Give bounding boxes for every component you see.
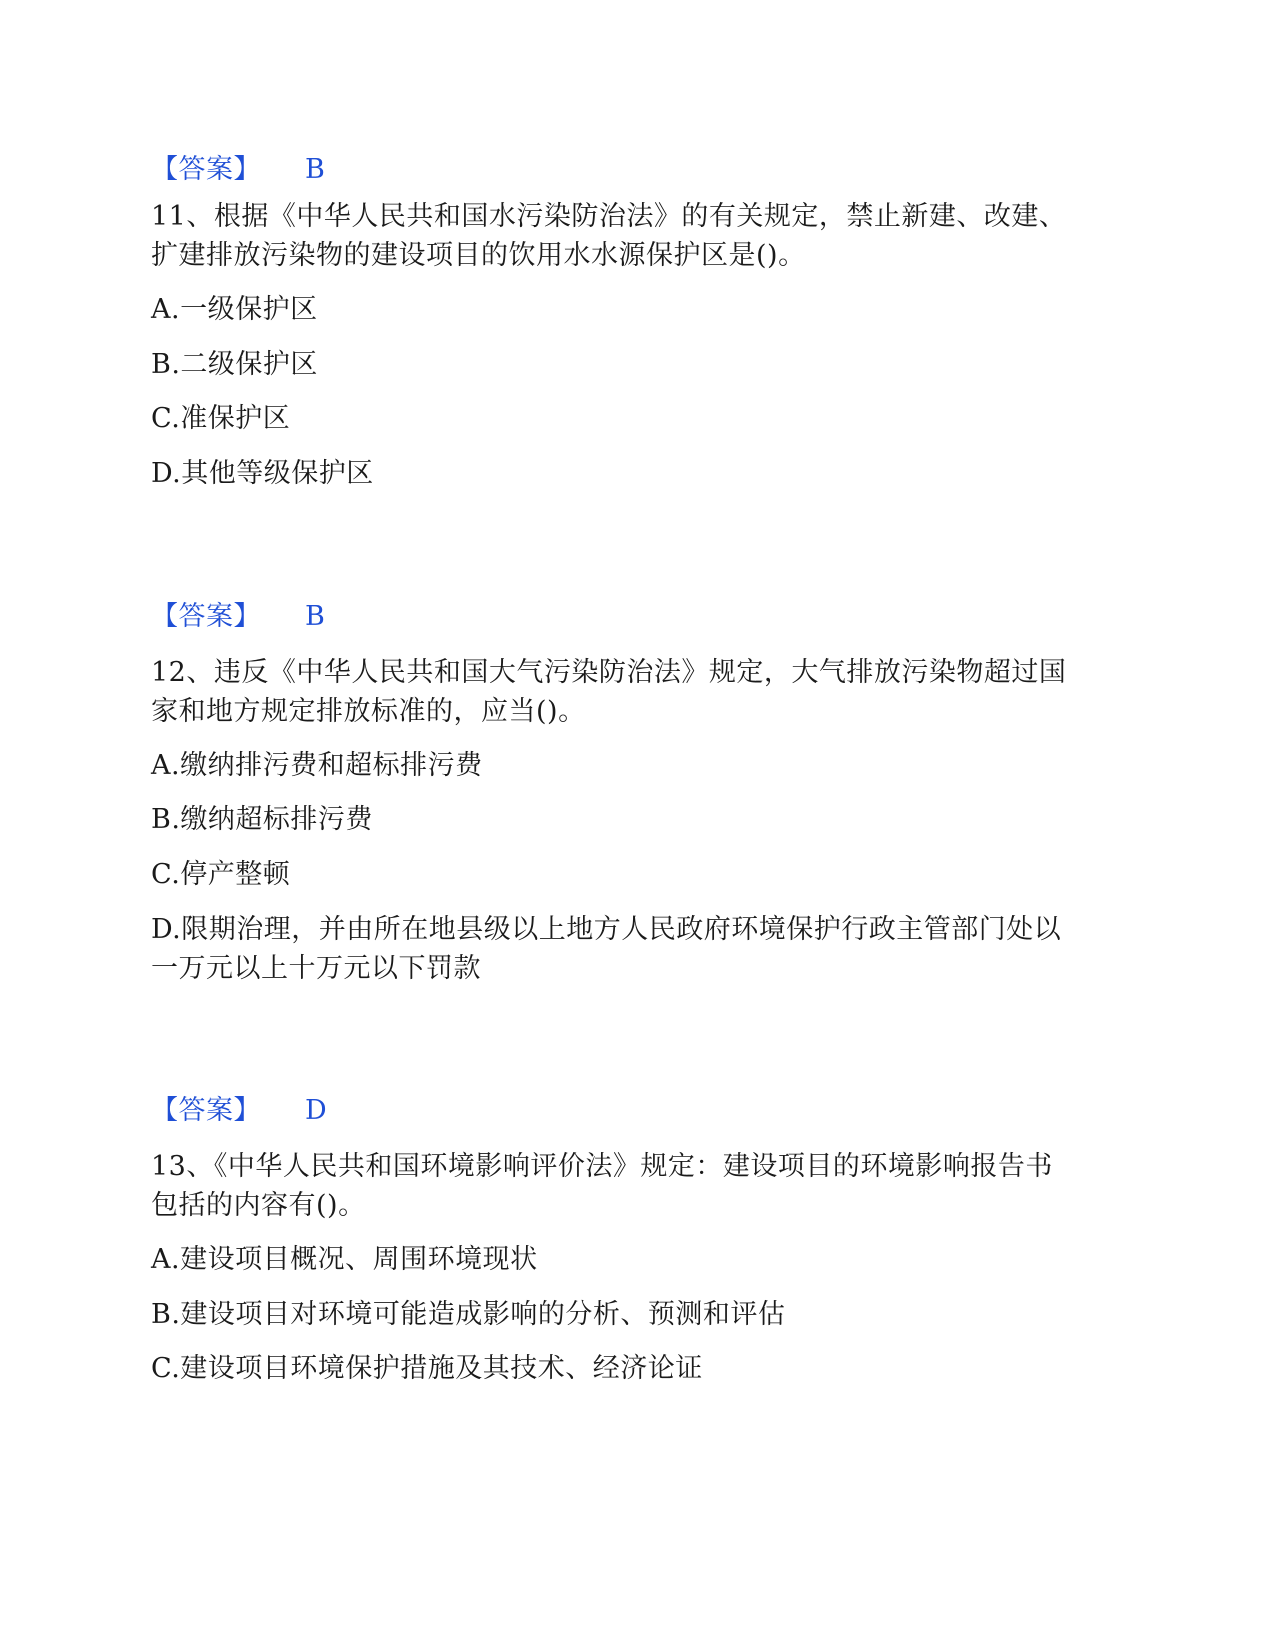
option-c: C.停产整顿 [151, 859, 291, 890]
question-12-line-2: 家和地方规定排放标准的，应当()。 [151, 696, 586, 727]
option-b: B.建设项目对环境可能造成影响的分析、预测和评估 [151, 1299, 786, 1330]
question-13-line-1: 13、《中华人民共和国环境影响评价法》规定：建设项目的环境影响报告书 [151, 1151, 1053, 1182]
question-11-line-2: 扩建排放污染物的建设项目的饮用水水源保护区是()。 [151, 240, 806, 271]
answer-label: 【答案】 [151, 601, 261, 632]
answer-line [151, 1091, 327, 1131]
option-c: C.建设项目环境保护措施及其技术、经济论证 [151, 1353, 703, 1384]
answer-value: B [305, 154, 326, 185]
option-d: D.其他等级保护区 [151, 458, 374, 489]
answer-value: D [305, 1095, 328, 1126]
option-d-line-2: 一万元以上十万元以下罚款 [151, 953, 481, 984]
answer-line [151, 597, 325, 637]
option-a: A.缴纳排污费和超标排污费 [151, 750, 483, 781]
question-13-line-2: 包括的内容有()。 [151, 1190, 366, 1221]
option-a: A.一级保护区 [151, 294, 318, 325]
option-a: A.建设项目概况、周围环境现状 [151, 1244, 538, 1275]
option-d-line-1: D.限期治理，并由所在地县级以上地方人民政府环境保护行政主管部门处以 [151, 914, 1062, 945]
answer-line [151, 150, 325, 190]
question-12-line-1: 12、违反《中华人民共和国大气污染防治法》规定，大气排放污染物超过国 [151, 657, 1067, 688]
question-11-line-1: 11、根据《中华人民共和国水污染防治法》的有关规定，禁止新建、改建、 [151, 201, 1067, 232]
answer-label: 【答案】 [151, 154, 261, 185]
option-b: B.缴纳超标排污费 [151, 804, 373, 835]
option-c: C.准保护区 [151, 403, 291, 434]
answer-value: B [305, 601, 326, 632]
answer-label: 【答案】 [151, 1095, 261, 1126]
option-b: B.二级保护区 [151, 349, 318, 380]
